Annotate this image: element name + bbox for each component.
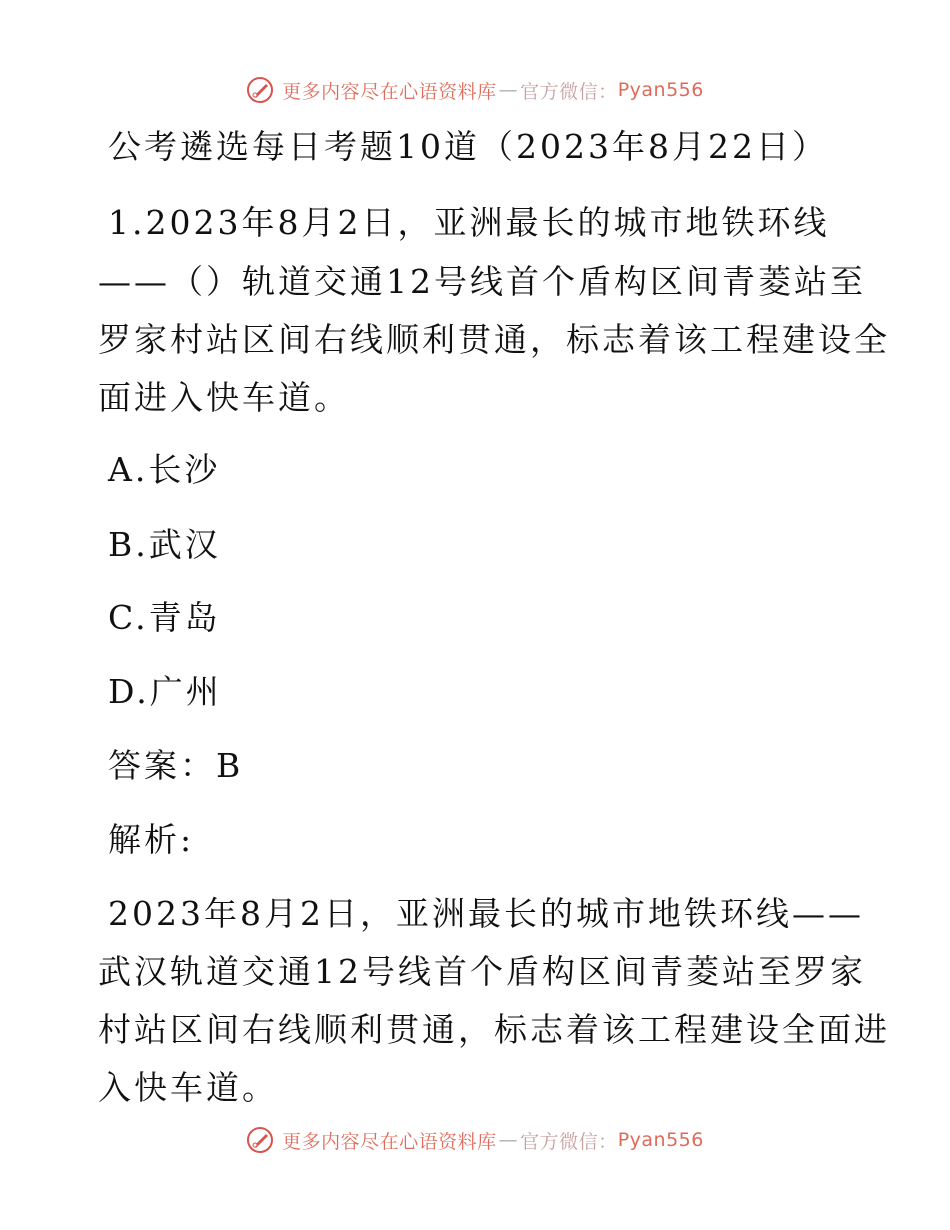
- option-b: B.武汉: [108, 525, 221, 564]
- analysis-line-4: 入快车道。: [98, 1068, 278, 1107]
- question-line-3: 罗家村站区间右线顺利贯通，标志着该工程建设全: [98, 320, 890, 359]
- analysis-line-3: 村站区间右线顺利贯通，标志着该工程建设全面进: [98, 1010, 890, 1049]
- analysis-line-1: 2023年8月2日，亚洲最长的城市地铁环线——: [108, 894, 864, 933]
- watermark-text: 更多内容尽在心语资料库: [282, 1130, 497, 1153]
- question-line-4: 面进入快车道。: [98, 378, 350, 417]
- analysis-label: 解析:: [108, 820, 195, 859]
- answer-line: 答案：B: [108, 746, 244, 785]
- question-line-2: ——（）轨道交通12号线首个盾构区间青菱站至: [98, 262, 866, 301]
- watermark-banner-bottom: [0, 1120, 950, 1160]
- watermark-wechat-id: Pyan556: [617, 79, 704, 101]
- watermark-wechat-label: 官方微信：: [520, 1130, 618, 1153]
- question-line-1: 1.2023年8月2日，亚洲最长的城市地铁环线: [108, 203, 830, 242]
- watermark-banner-top: [0, 70, 950, 110]
- quill-logo-icon: [246, 1126, 274, 1154]
- analysis-line-2: 武汉轨道交通12号线首个盾构区间青菱站至罗家: [98, 952, 866, 991]
- watermark-dash: —: [498, 79, 519, 101]
- option-d: D.广州: [108, 672, 222, 711]
- option-c: C.青岛: [108, 598, 221, 637]
- quill-logo-icon: [246, 76, 274, 104]
- watermark-dash: —: [498, 1129, 519, 1151]
- option-a: A.长沙: [108, 450, 221, 489]
- watermark-wechat-id: Pyan556: [617, 1129, 704, 1151]
- doc-title: 公考遴选每日考题10道（2023年8月22日）: [108, 127, 828, 166]
- watermark-text: 更多内容尽在心语资料库: [282, 80, 497, 103]
- watermark-wechat-label: 官方微信：: [520, 80, 618, 103]
